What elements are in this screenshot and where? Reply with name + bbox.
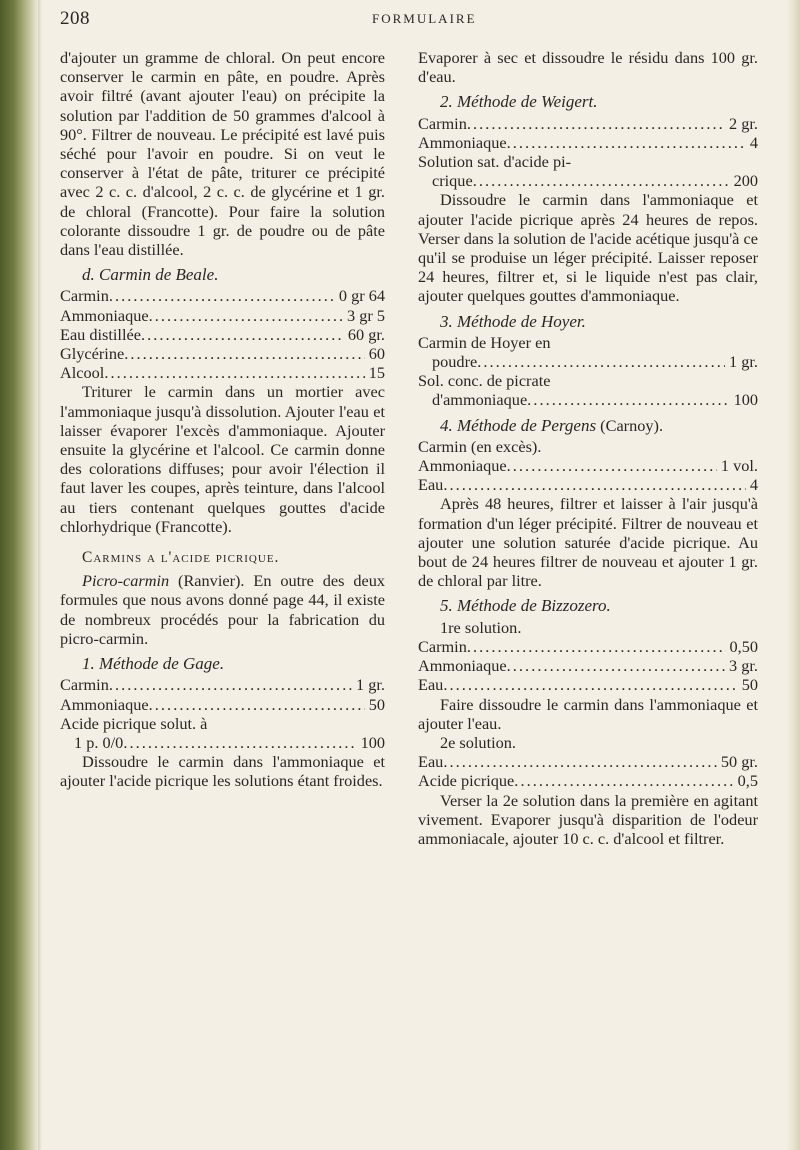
ingredient-name: Carmin	[418, 636, 467, 656]
ingredient-name: Ammoniaque	[418, 656, 507, 676]
recipe-heading	[60, 265, 385, 284]
ingredient-qty: 50 gr.	[720, 752, 758, 772]
solution-label: 2e solution.	[440, 732, 516, 752]
ingredient-qty: 3 gr 5	[347, 305, 385, 325]
ingredient-qty: 1 vol.	[720, 456, 758, 476]
ingredient-name: Carmin	[60, 675, 109, 695]
recipe-row	[418, 656, 758, 675]
recipe-list-weigert	[418, 114, 758, 191]
recipe-list-gage	[60, 675, 385, 752]
paragraph: Dissoudre le carmin dans l'ammoniaque et ajouter l'acide picrique après 24 heures de repos. Verser dans la solution de l'acide acétique jusqu'à ce qu'il se produise un léger précipité. Laisser reposer 24 heures, filtrer et, si le liquide n'est pas clair, ajouter quelques gouttes d'ammoniaque.	[418, 190, 758, 306]
recipe-title-tail: (Carnoy).	[596, 415, 664, 435]
ingredient-name: Acide picrique	[418, 771, 515, 791]
ingredient-qty: 60 gr.	[347, 324, 385, 344]
ingredient-name: Sol. conc. de picrate	[418, 371, 551, 391]
ingredient-qty: 3 gr.	[729, 656, 758, 676]
ingredient-name: Acide picrique solut. à	[60, 713, 208, 733]
ingredient-name: poudre	[432, 352, 478, 372]
ingredient-qty: 0,50	[729, 636, 758, 656]
ingredient-qty: 2 gr.	[729, 113, 758, 133]
page-edge-shadow	[786, 0, 800, 1150]
ingredient-name: Eau	[418, 475, 444, 495]
ingredient-name: Ammoniaque	[60, 305, 149, 325]
binding-edge	[38, 0, 42, 1150]
recipe-row	[60, 325, 385, 344]
ingredient-qty: 4	[749, 132, 758, 152]
paragraph	[60, 571, 385, 648]
recipe-row-wrapped	[418, 333, 758, 371]
recipe-row	[418, 675, 758, 694]
paragraph: Faire dissoudre le carmin dans l'ammoniaque et ajouter l'eau.	[418, 694, 758, 733]
recipe-title: 5. Méthode de Bizzozero.	[440, 596, 611, 616]
ingredient-qty: 50	[741, 675, 758, 695]
ingredient-qty: 50	[368, 694, 385, 714]
recipe-heading	[418, 596, 758, 615]
ingredient-name: Ammoniaque	[418, 132, 507, 152]
paragraph: d'ajouter un gramme de chloral. On peut encore conserver le carmin en pâte, en poudre. Après avoir filtré (avant ajouter l'eau) on précipite la solution par l'addition de 50 grammes d'alcool à 90°. Filtrer de nouveau. Le précipité est lavé puis séché pour l'avoir en poudre. Si on veut le conserver à l'état de pâte, triturer ce précipité avec 2 c. c. d'alcool, 2 c. c. de glycérine et 1 gr. de chloral (Francotte). Pour faire la solution colorante dissoudre 1 gr. de poudre ou de pâte dans l'eau distillée.	[60, 48, 385, 260]
ingredient-name: Solution sat. d'acide pi-	[418, 152, 572, 172]
recipe-row	[418, 475, 758, 494]
recipe-row	[418, 752, 758, 771]
left-column	[60, 48, 385, 791]
ingredient-qty: 0,5	[737, 771, 758, 791]
recipe-list-beale	[60, 286, 385, 382]
recipe-row	[418, 456, 758, 475]
page-header	[60, 8, 760, 38]
ingredient-name: Alcool	[60, 363, 105, 383]
ingredient-qty: 15	[368, 363, 385, 383]
recipe-heading	[418, 92, 758, 111]
recipe-row	[418, 637, 758, 656]
ingredient-qty: 100	[360, 732, 385, 752]
page-number: 208	[60, 8, 90, 29]
recipe-title: 4. Méthode de Pergens	[440, 415, 597, 435]
recipe-title: 3. Méthode de Hoyer.	[440, 311, 586, 331]
ingredient-qty: 0 gr 64	[338, 286, 385, 306]
recipe-list-solution-2	[418, 752, 758, 790]
ingredient-name: d'ammoniaque	[432, 390, 528, 410]
recipe-heading	[60, 654, 385, 673]
running-head: FORMULAIRE	[372, 11, 477, 26]
recipe-row	[60, 286, 385, 305]
recipe-row	[60, 344, 385, 363]
recipe-heading	[418, 416, 758, 435]
ingredient-name: Carmin	[60, 286, 109, 306]
section-heading: Carmins a l'acide picrique.	[82, 549, 280, 567]
paragraph: Dissoudre le carmin dans l'ammoniaque et ajouter l'acide picrique les solutions étant froides.	[60, 752, 385, 791]
ingredient-name: Carmin de Hoyer en	[418, 332, 551, 352]
recipe-row	[60, 675, 385, 694]
paragraph: Après 48 heures, filtrer et laisser à l'air jusqu'à formation d'un léger précipité. Filtrer de nouveau et ajouter une solution saturée d'acide picrique. Au bout de 24 heures filtrer de nouveau et ajouter 1 gr. de chloral par litre.	[418, 494, 758, 591]
recipe-row-wrapped	[60, 714, 385, 752]
ingredient-name: Carmin (en excès).	[418, 436, 542, 456]
recipe-row	[60, 363, 385, 382]
paragraph: Evaporer à sec et dissoudre le résidu dans 100 gr. d'eau.	[418, 48, 758, 87]
ingredient-name: crique	[432, 171, 473, 191]
ingredient-name: Ammoniaque	[60, 694, 149, 714]
ingredient-name: Eau distillée	[60, 324, 141, 344]
recipe-title: d. Carmin de Beale.	[82, 265, 219, 285]
paragraph: Triturer le carmin dans un mortier avec l'ammoniaque jusqu'à dissolution. Ajouter l'eau et laisser évaporer l'excès d'ammoniaque. Ajouter ensuite la glycérine et l'alcool. Ce carmin donne des colorations diffuses; pour avoir l'élection il faut laver les coupes, après teinture, dans l'alcool au tiers contenant quelques gouttes d'acide chlorhydrique (Francotte).	[60, 382, 385, 536]
recipe-row	[418, 114, 758, 133]
ingredient-qty: 1 gr.	[356, 675, 385, 695]
ingredient-qty: 4	[749, 475, 758, 495]
recipe-list-solution-1	[418, 637, 758, 695]
recipe-list-pergens	[418, 437, 758, 495]
recipe-row	[60, 695, 385, 714]
recipe-row-wrapped	[418, 152, 758, 190]
recipe-row	[418, 133, 758, 152]
binding-gutter	[0, 0, 38, 1150]
ingredient-qty: 1 gr.	[729, 352, 758, 372]
paragraph: Verser la 2e solution dans la première en agitant vivement. Evaporer jusqu'à disparition de l'odeur ammoniacale, ajouter 10 c. c. d'alcool et filtrer.	[418, 790, 758, 848]
ingredient-qty: 200	[733, 171, 758, 191]
ingredient-name: Glycérine	[60, 344, 125, 364]
ingredient-name: Eau	[418, 752, 444, 772]
paragraph-text: (Ranvier). En outre des deux formules que nous avons donné page 44, il existe de nombreux procédés pour la fabrication du picro-carmin.	[60, 571, 385, 648]
recipe-row-wrapped	[418, 371, 758, 409]
recipe-title: 2. Méthode de Weigert.	[440, 92, 598, 112]
ingredient-qty: 60	[368, 344, 385, 364]
ingredient-name: Ammoniaque	[418, 456, 507, 476]
recipe-heading	[418, 312, 758, 331]
recipe-row	[60, 306, 385, 325]
ingredient-qty: 100	[733, 390, 758, 410]
recipe-row	[418, 771, 758, 790]
solution-label: 1re solution.	[440, 617, 522, 637]
ingredient-name: Carmin	[418, 113, 467, 133]
ingredient-name: Eau	[418, 675, 444, 695]
recipe-list-hoyer	[418, 333, 758, 410]
ingredient-name: 1 p. 0/0	[74, 732, 124, 752]
right-column	[418, 48, 758, 848]
term: Picro-carmin	[82, 571, 170, 591]
recipe-title: 1. Méthode de Gage.	[82, 654, 225, 674]
